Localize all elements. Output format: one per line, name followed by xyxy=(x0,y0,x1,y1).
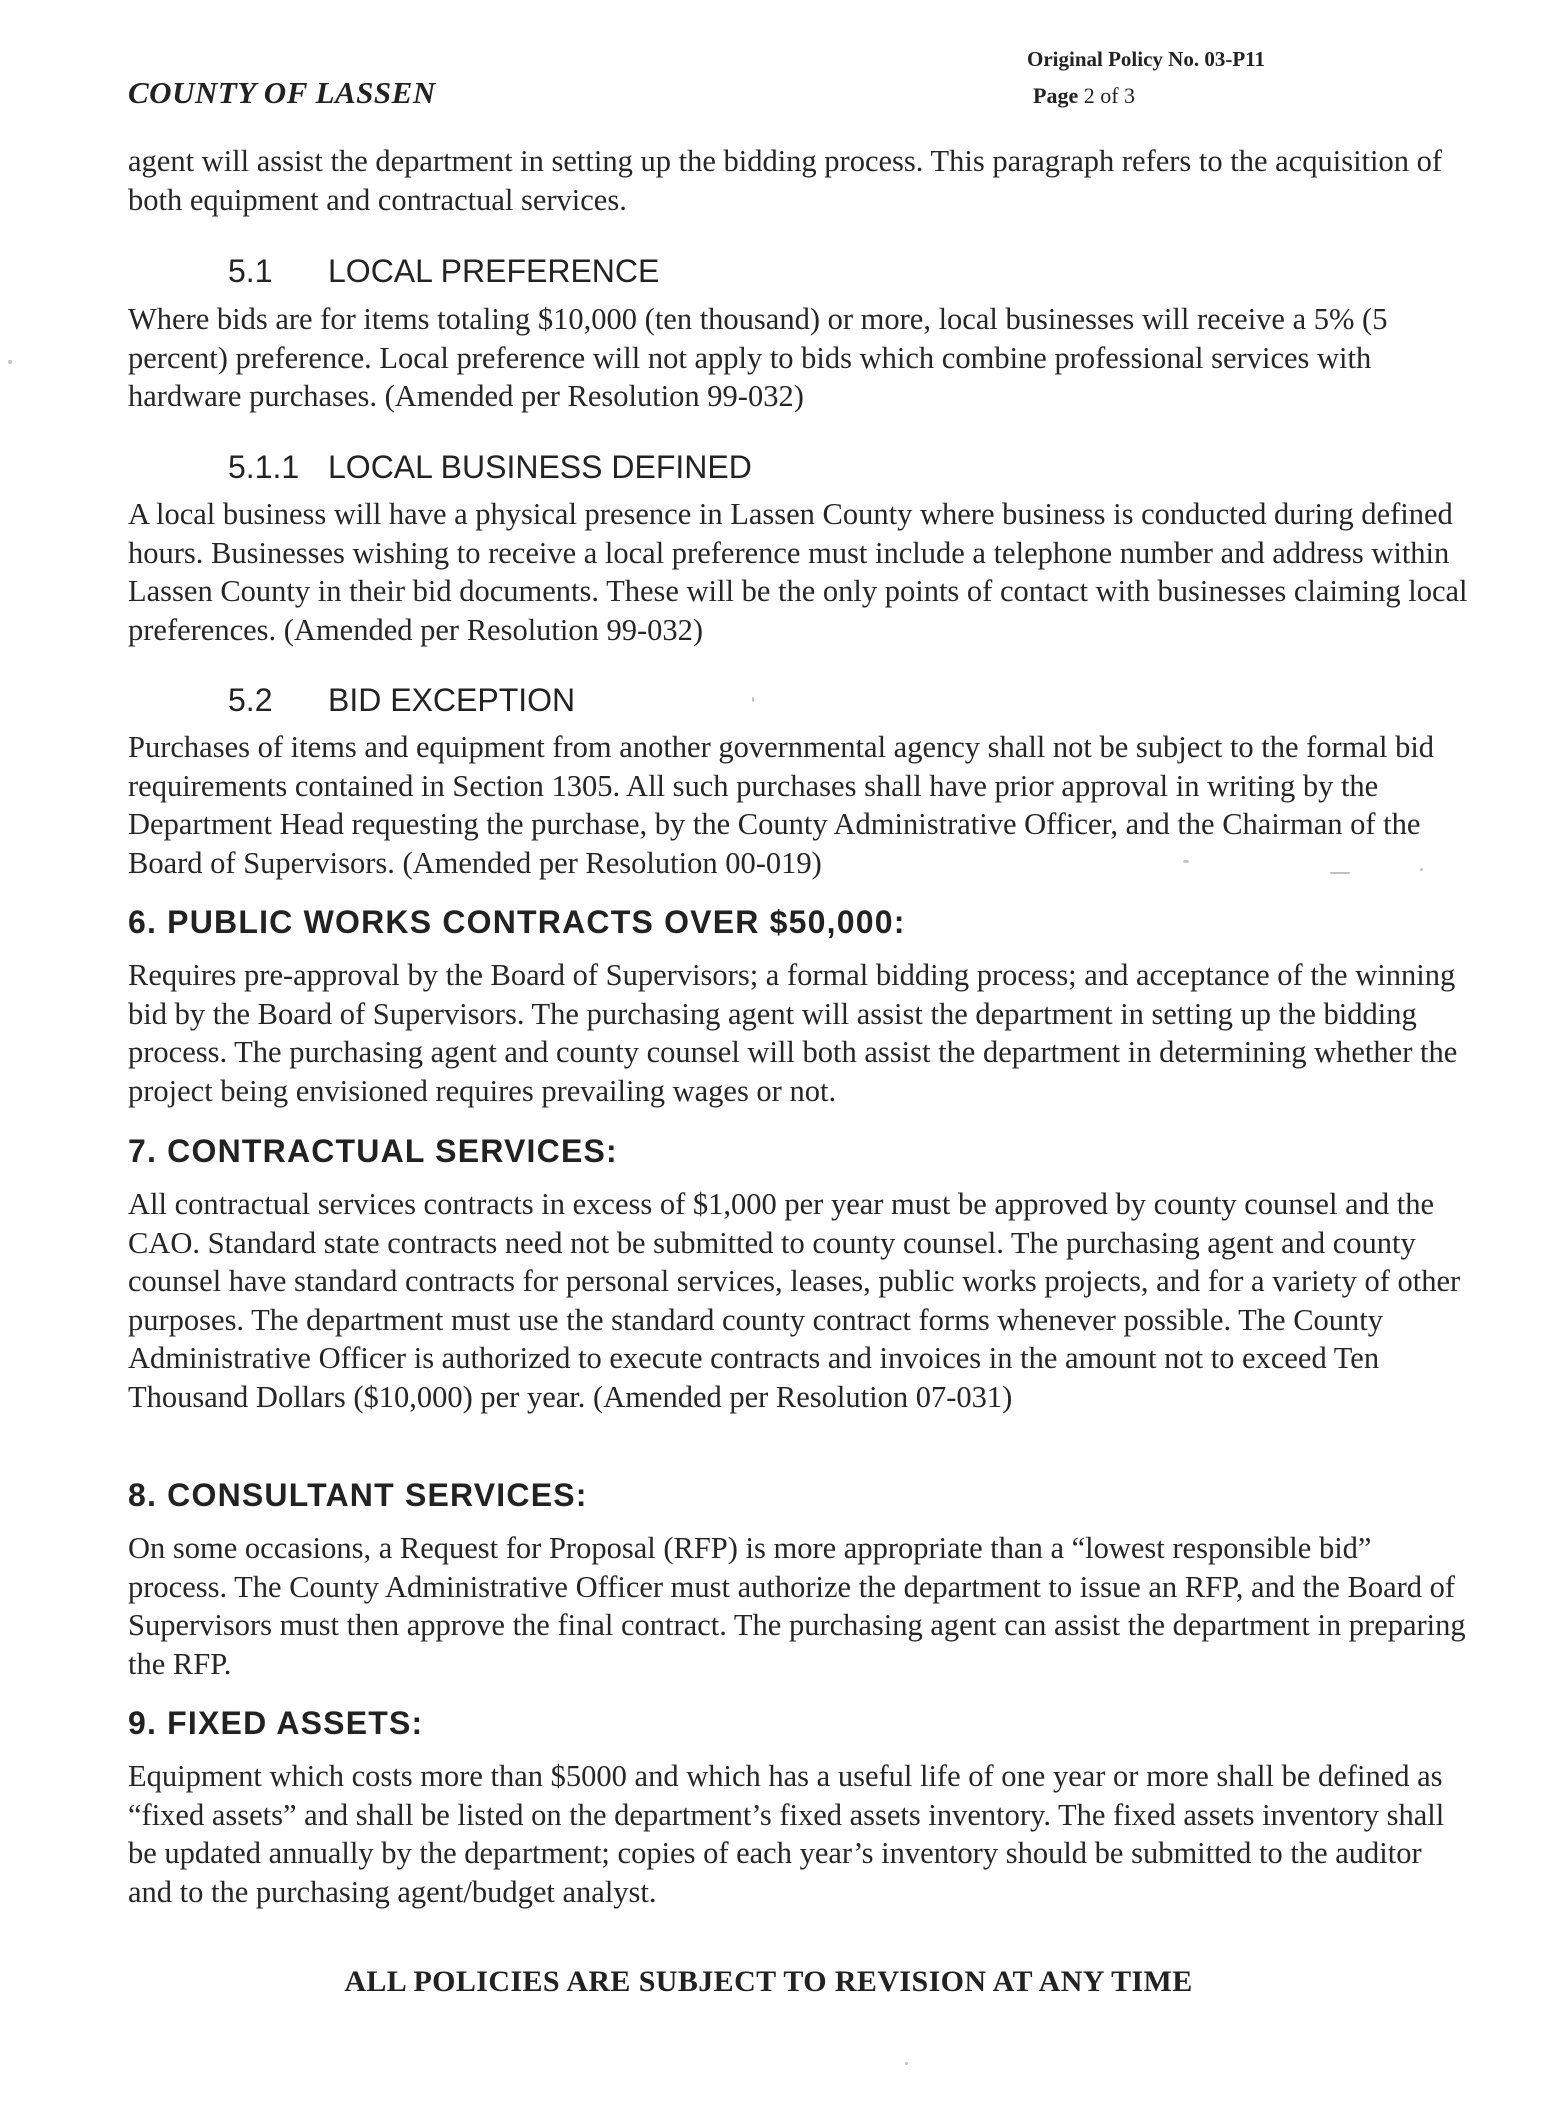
policy-number: Original Policy No. 03-P11 xyxy=(1027,47,1265,71)
section-7-paragraph: All contractual services contracts in excess of $1,000 per year must be approved by county counsel and the CAO. Standard state contracts need not be submitted to county counsel. The purchasing agent and county counsel have standard contracts for personal services, leases, public works projects, and for a variety of other purposes. The department must use the standard county contract forms whenever possible. The County Administrative Officer is authorized to execute contracts and invoices in the amount not to exceed Ten Thousand Dollars ($10,000) per year. (Amended per Resolution 07-031) xyxy=(128,1187,1461,1414)
footer-text: ALL POLICIES ARE SUBJECT TO REVISION AT ANY TIME xyxy=(344,1965,1193,1998)
section-9-paragraph: Equipment which costs more than $5000 and which has a useful life of one year or more shall be defined as “fixed assets” and shall be listed on the department’s fixed assets inventory. The fixed assets inventory shall be updated annually by the department; copies of each year’s inventory should be submitted to the auditor and to the purchasing agent/budget analyst. xyxy=(128,1759,1445,1909)
page-value: 2 of 3 xyxy=(1083,83,1136,108)
section-5-1-heading xyxy=(228,253,659,290)
section-5-1-paragraph: Where bids are for items totaling $10,000 (ten thousand) or more, local businesses will receive a 5% (5 percent) preference. Local preference will not apply to bids which combine professional services with hardware purchases. (Amended per Resolution 99-032) xyxy=(128,302,1388,413)
scan-speck xyxy=(1183,860,1189,863)
section-5-2-paragraph: Purchases of items and equipment from another governmental agency shall not be subject to the formal bid requirements contained in Section 1305. All such purchases shall have prior approval in writing by the Department Head requesting the purchase, by the County Administrative Officer, and the Chairman of the Board of Supervisors. (Amended per Resolution 00-019) xyxy=(128,730,1435,880)
section-title: LOCAL PREFERENCE xyxy=(328,253,660,289)
section-9-heading: 9. FIXED ASSETS: xyxy=(128,1705,424,1741)
scan-speck xyxy=(752,697,754,702)
footer-notice xyxy=(0,1965,1557,1999)
section-number: 5.2 xyxy=(228,682,273,718)
section-title: LOCAL BUSINESS DEFINED xyxy=(328,449,752,485)
page-label: Page xyxy=(1033,83,1079,108)
section-7-heading: 7. CONTRACTUAL SERVICES: xyxy=(128,1133,618,1169)
section-5-1-1-paragraph: A local business will have a physical presence in Lassen County where business is conducted during defined hours. Businesses wishing to receive a local preference must include a telephone number and address within Lassen County in their bid documents. These will be the only points of contact with businesses claiming local preferences. (Amended per Resolution 99-032) xyxy=(128,497,1468,647)
section-8-paragraph: On some occasions, a Request for Proposal (RFP) is more appropriate than a “lowest responsible bid” process. The County Administrative Officer must authorize the department to issue an RFP, and the Board of Supervisors must then approve the final contract. The purchasing agent can assist the department in preparing the RFP. xyxy=(128,1531,1466,1681)
page-number xyxy=(1033,83,1135,109)
section-title: BID EXCEPTION xyxy=(328,682,576,718)
scan-speck xyxy=(1330,872,1350,874)
intro-paragraph: agent will assist the department in setting up the bidding process. This paragraph refers to the acquisition of both equipment and contractual services. xyxy=(128,144,1443,217)
scan-speck xyxy=(8,360,12,364)
section-8-heading: 8. CONSULTANT SERVICES: xyxy=(128,1477,588,1513)
section-6-heading: 6. PUBLIC WORKS CONTRACTS OVER $50,000: xyxy=(128,904,906,940)
scan-speck xyxy=(905,2062,908,2065)
section-number: 5.1.1 xyxy=(228,449,300,485)
county-title: COUNTY OF LASSEN xyxy=(128,75,436,110)
scan-speck xyxy=(1420,868,1423,871)
section-5-1-1-heading xyxy=(228,449,752,486)
section-6-paragraph: Requires pre-approval by the Board of Supervisors; a formal bidding process; and acceptance of the winning bid by the Board of Supervisors. The purchasing agent will assist the department in setting up the bidding process. The purchasing agent and county counsel will both assist the department in determining whether the project being envisioned requires prevailing wages or not. xyxy=(128,958,1458,1108)
section-number: 5.1 xyxy=(228,253,273,289)
section-5-2-heading xyxy=(228,682,575,719)
